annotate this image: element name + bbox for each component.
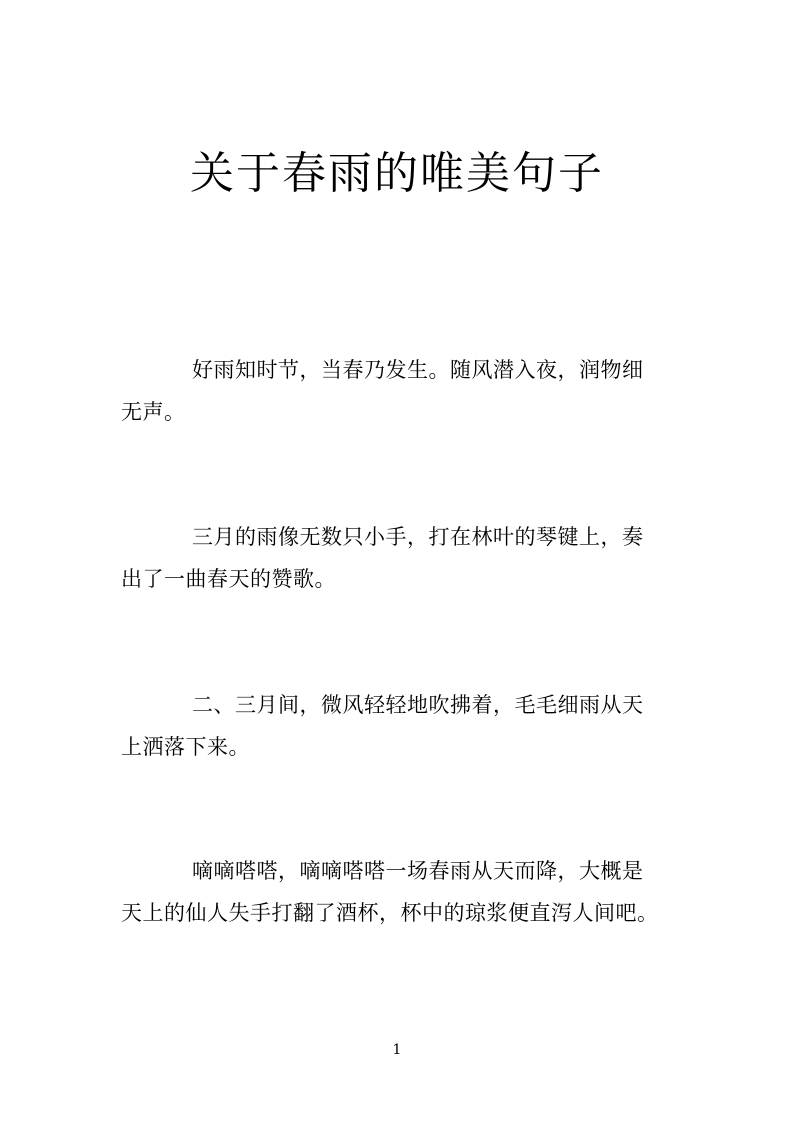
page-number: 1: [392, 1042, 402, 1058]
paragraph-3: 二、三月间，微风轻轻地吹拂着，毛毛细雨从天上洒落下来。: [121, 693, 644, 759]
paragraph-4: 嘀嘀嗒嗒，嘀嘀嗒嗒一场春雨从天而降，大概是天上的仙人失手打翻了酒杯，杯中的琼浆便直泻人间吧。: [121, 859, 659, 925]
paragraph-2: 三月的雨像无数只小手，打在林叶的琴键上，奏出了一曲春天的赞歌。: [121, 525, 644, 591]
paragraph-1: 好雨知时节，当春乃发生。随风潜入夜，润物细无声。: [121, 358, 644, 424]
document-title: 关于春雨的唯美句子: [190, 148, 604, 199]
